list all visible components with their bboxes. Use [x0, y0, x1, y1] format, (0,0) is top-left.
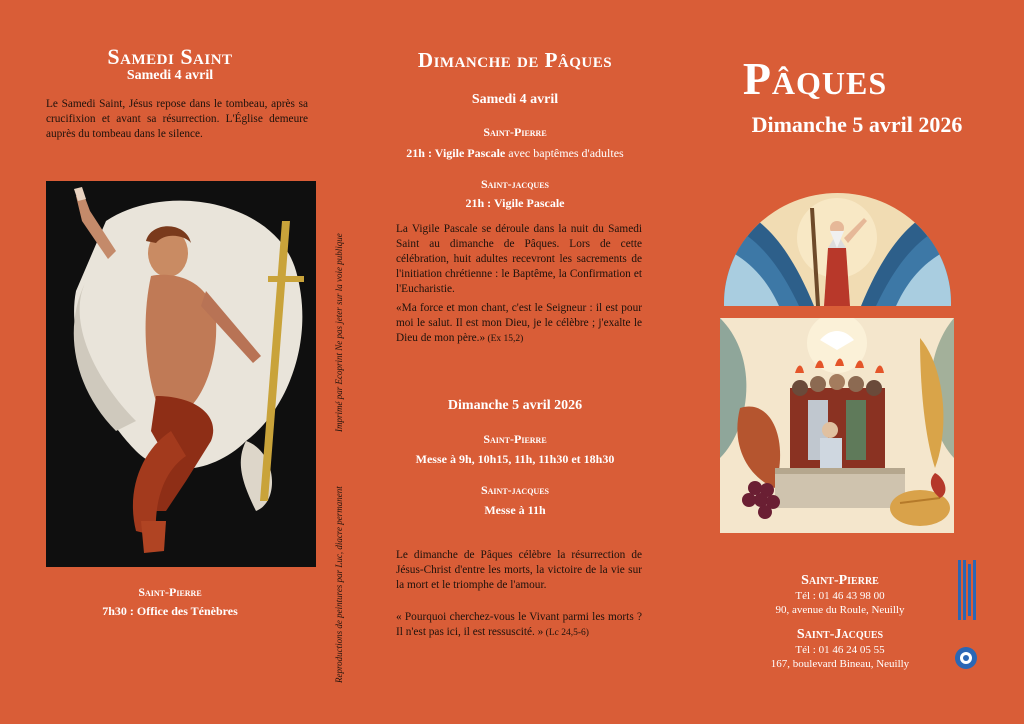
contact-name: Saint-Pierre — [801, 573, 879, 588]
vigil-extra: avec baptêmes d'adultes — [505, 146, 624, 160]
parish-logo-icon — [952, 560, 980, 670]
sun-saint-pierre-masses: Messe à 9h, 10h15, 11h, 11h30 et 18h30 — [415, 452, 615, 466]
panel-cover — [690, 0, 1024, 724]
resurrection-quote — [396, 610, 642, 641]
samedi-date: Samedi 4 avril — [126, 68, 214, 83]
vigil-time: 21h : Vigile Pascale — [406, 146, 506, 160]
resurrection-description: Le dimanche de Pâques célèbre la résurrection de Jésus-Christ d'entre les morts, la victoire de la vie sur la mort et le triomphe de l'amour. — [396, 549, 642, 591]
printer-note: Imprimé par Ecoprint Ne pas jeter sur la voie publique — [334, 233, 344, 432]
contact-phone: Tél : 01 46 43 98 00 — [795, 590, 885, 602]
contact-address: 167, boulevard Bineau, Neuilly — [770, 658, 910, 670]
moses-parting-sea-illustration — [724, 193, 951, 306]
panel-samedi-saint — [0, 0, 340, 724]
pentecost-illustration — [720, 318, 954, 533]
vigil-quote-text: «Ma force et mon chant, c'est le Seigneur : il est pour moi le salut. Il est mon Dieu, je le célèbre ; j'exalte le Dieu de mon père.» — [396, 302, 642, 344]
sat-saint-pierre-vigil — [345, 146, 685, 161]
contact-phone: Tél : 01 46 24 05 55 — [795, 644, 885, 656]
vigil-quote-ref: (Ex 15,2) — [485, 334, 524, 344]
resurrection-quote-ref: (Lc 24,5-6) — [543, 628, 589, 638]
panel-dimanche-paques — [345, 0, 685, 724]
resurrection-quote-text: « Pourquoi cherchez-vous le Vivant parmi les morts ? Il n'est pas ici, il est ressuscité. » — [396, 611, 642, 638]
cover-title: Pâques — [742, 53, 888, 104]
contact-name: Saint-Jacques — [796, 627, 884, 642]
samedi-church: Saint-Pierre — [138, 585, 202, 599]
vigil-quote — [396, 301, 642, 347]
sun-saint-jacques: Saint-jacques — [480, 483, 549, 497]
dimanche-title: Dimanche de Pâques — [417, 48, 613, 72]
sun-saint-pierre: Saint-Pierre — [483, 432, 547, 446]
vigil-description: La Vigile Pascale se déroule dans la nuit du Samedi Saint au dimanche de Pâques. Lors de cette célébration, huit adultes recevront les sacrements de l'initiation chrétienne : le Baptême, la Confirmation et l'Eucharistie. — [396, 223, 642, 295]
contact-saint-pierre — [690, 573, 990, 617]
sat-saint-jacques-vigil: 21h : Vigile Pascale — [465, 196, 565, 210]
risen-christ-painting — [46, 181, 316, 567]
contact-saint-jacques — [690, 627, 990, 671]
samedi-title: Samedi Saint — [107, 44, 233, 69]
contact-address: 90, avenue du Roule, Neuilly — [775, 604, 905, 616]
sunday-date: Dimanche 5 avril 2026 — [447, 398, 583, 413]
cover-date: Dimanche 5 avril 2026 — [751, 112, 963, 137]
samedi-office: 7h30 : Office des Ténèbres — [102, 604, 238, 618]
samedi-intro: Le Samedi Saint, Jésus repose dans le tombeau, après sa crucifixion et avant sa résurrection. L'Église demeure auprès du tombeau dans le silence. — [46, 98, 308, 140]
sun-saint-jacques-mass: Messe à 11h — [484, 503, 546, 517]
saturday-date: Samedi 4 avril — [471, 92, 559, 107]
painting-credit: Reproductions de peintures par Luc, diacre permanent — [334, 486, 344, 683]
sat-saint-jacques: Saint-jacques — [480, 177, 549, 191]
sat-saint-pierre: Saint-Pierre — [483, 125, 547, 139]
